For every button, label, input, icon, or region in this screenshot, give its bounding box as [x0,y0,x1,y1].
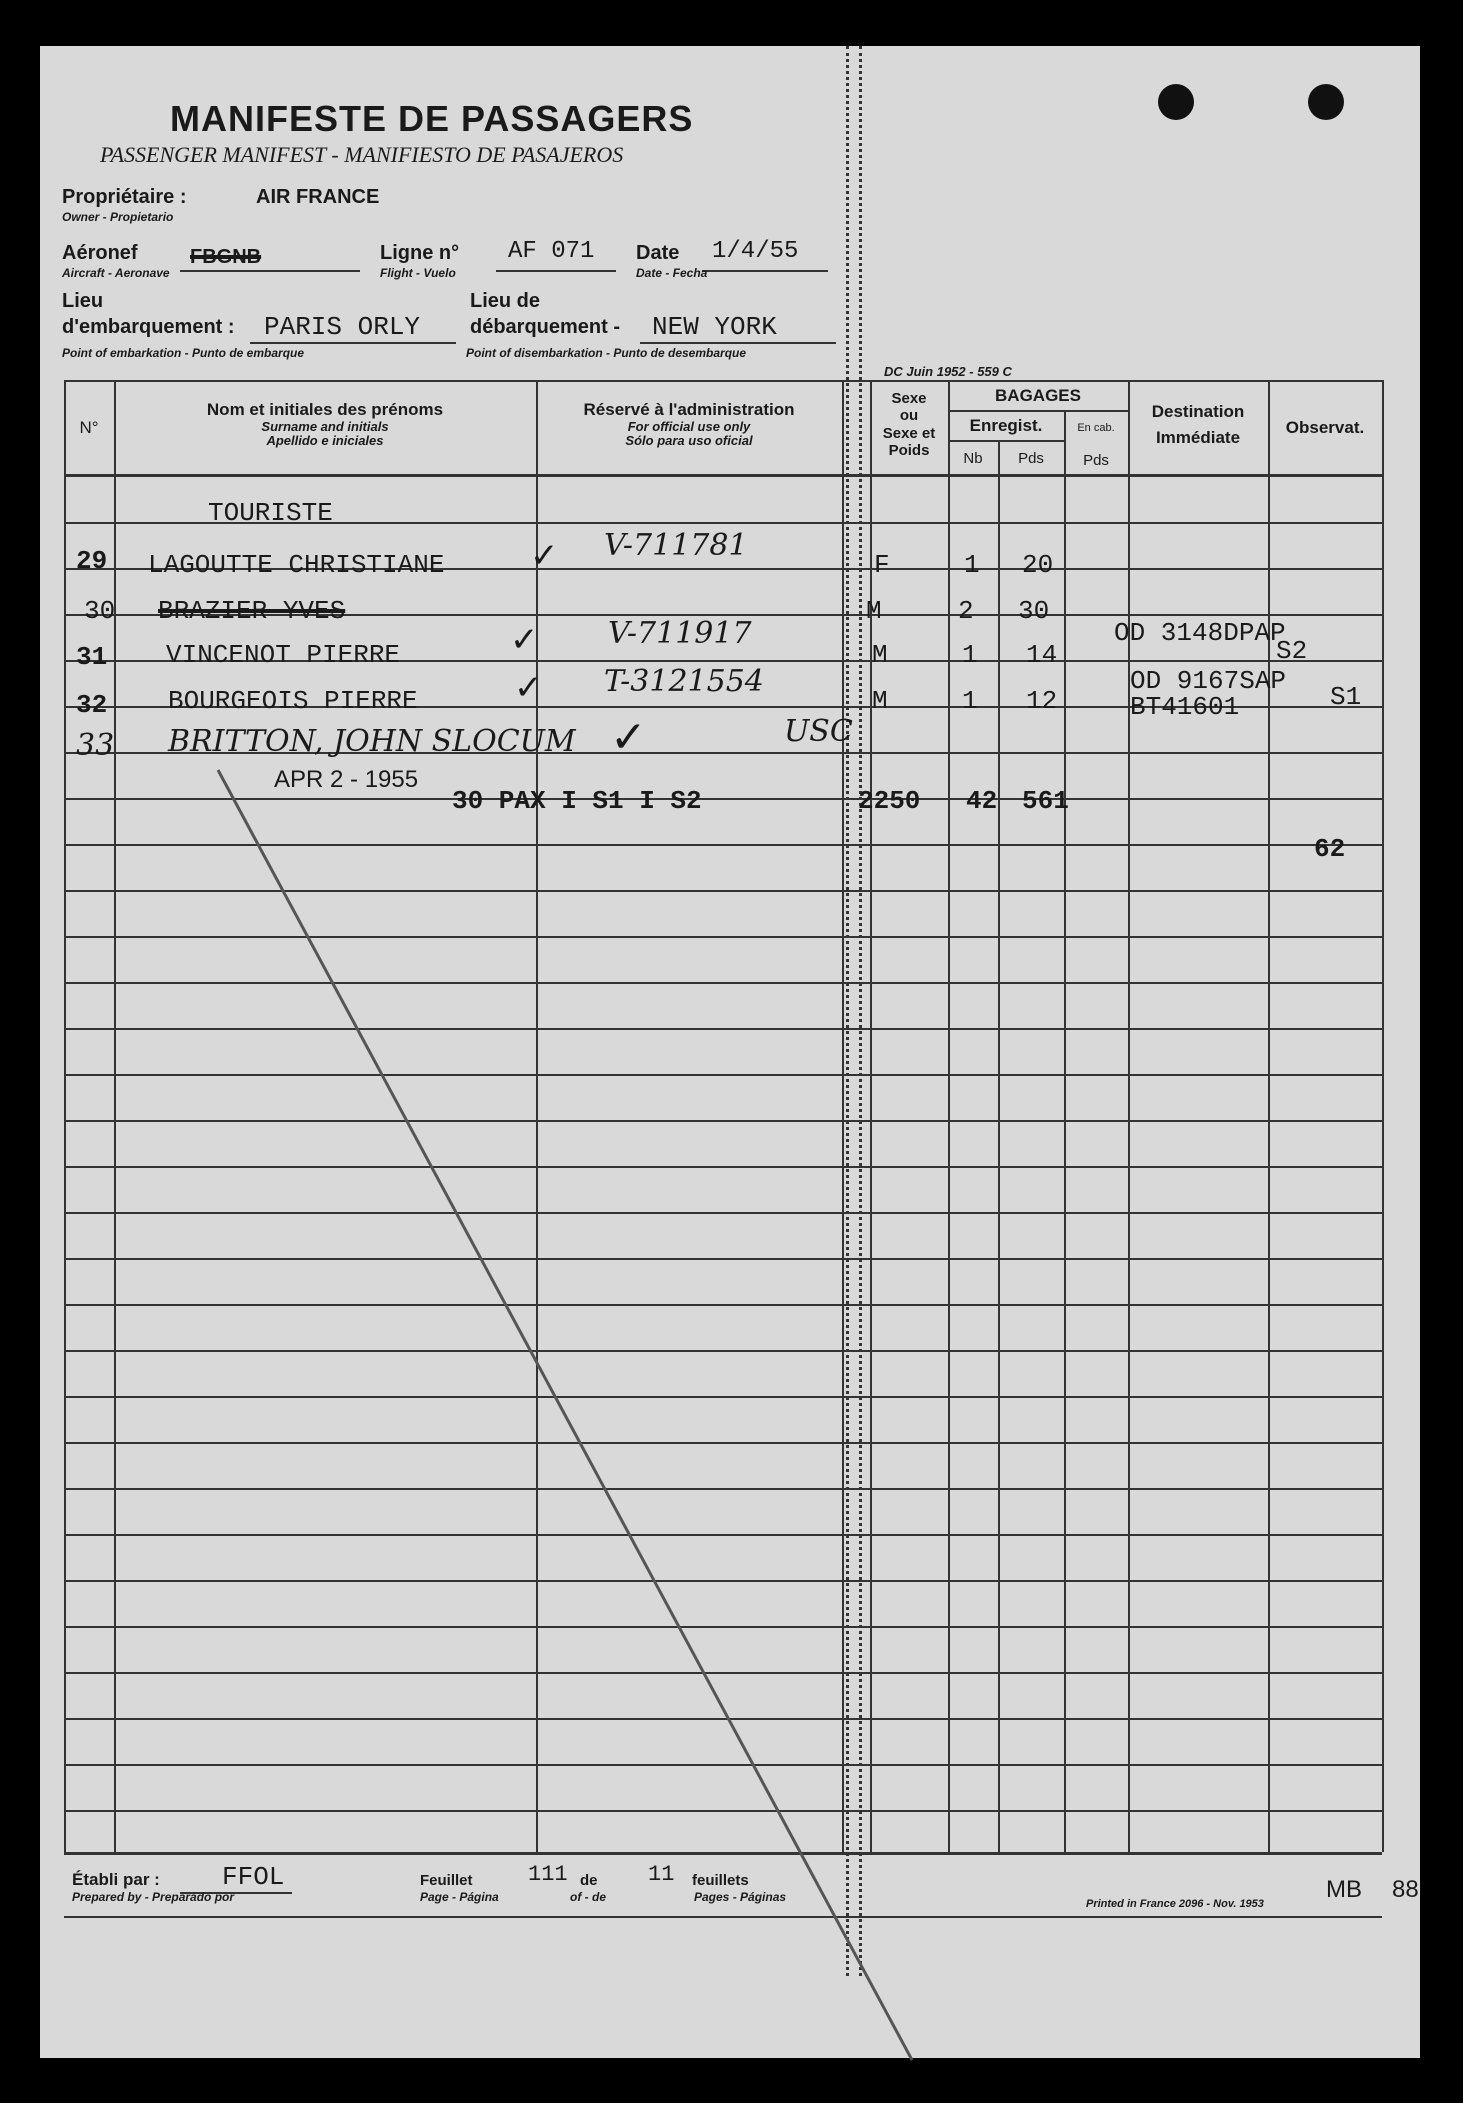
owner-value: AIR FRANCE [256,186,380,208]
document-title: MANIFESTE DE PASSAGERS [170,98,694,139]
row-admin: V-711917 [608,616,752,651]
aircraft-sublabel: Aircraft - Aeronave [62,266,170,280]
row-no: 31 [76,642,108,672]
disembark-label: débarquement - [470,316,621,338]
flight-value: AF 071 [508,238,595,265]
of-label: de [580,1872,598,1889]
owner-sublabel: Owner - Propietario [62,210,174,224]
row-no: 30 [84,596,116,626]
check-mark-icon: ✓ [510,620,539,660]
flight-label: Ligne n° [380,242,460,264]
row-sex: M [866,596,882,626]
col-header-pds2: Pds [1083,452,1109,469]
embark-sublabel: Point of embarkation - Punto de embarque [62,346,305,360]
flight-sublabel: Flight - Vuelo [380,266,456,280]
disembark-value: NEW YORK [652,312,777,342]
row-observ: S2 [1276,636,1308,666]
row-admin: USC [784,714,853,749]
pages-sublabel: Pages - Páginas [694,1890,787,1904]
embark-label: d'embarquement : [62,316,235,338]
totals-nb: 42 [966,786,998,816]
aircraft-value: FBGNB [190,246,262,268]
col-header-enreg: Enregist. [969,416,1043,435]
row-sex: F [874,550,890,580]
row-nb: 1 [962,640,978,670]
col-header-destination: Destination Immédiate [1151,402,1245,447]
row-destination: BT41601 [1130,692,1240,722]
col-header-observ: Observat. [1285,418,1365,437]
corner-mark: 88 [1392,1876,1419,1903]
row-no: 33 [76,728,115,763]
class-label: TOURISTE [208,498,333,528]
date-sublabel: Date - Fecha [636,266,708,280]
date-label: Date [636,242,680,264]
col-header-admin: Réservé à l'administration For official use only Sólo para uso oficial [583,400,795,449]
row-sex: M [872,686,888,716]
date-stamp: APR 2 - 1955 [274,766,419,793]
totals-weight: 2250 [858,786,921,816]
row-sex: M [872,640,888,670]
row-pds: 12 [1026,686,1058,716]
corner-mark: MB [1326,1876,1362,1903]
prepared-value: FFOL [222,1862,285,1892]
date-value: 1/4/55 [712,238,799,265]
row-name: BRAZIER YVES [158,596,346,626]
row-destination: OD 3148DPAP [1114,618,1286,648]
row-no: 29 [76,546,108,576]
form-code: DC Juin 1952 - 559 C [884,364,1012,379]
row-pds: 30 [1018,596,1050,626]
col-header-nb: Nb [963,450,983,467]
check-mark-icon: ✓ [514,668,543,708]
document-subtitle: PASSENGER MANIFEST - MANIFIESTO DE PASAJEROS [100,142,624,167]
check-mark-icon: ✓ [610,712,647,763]
row-admin: T-3121554 [604,664,764,699]
row-pds: 20 [1022,550,1054,580]
printed-note: Printed in France 2096 - Nov. 1953 [1086,1898,1264,1910]
pages-label: feuillets [692,1872,749,1889]
sheet-label: Feuillet [420,1872,473,1889]
row-nb: 2 [958,596,974,626]
sheet-sublabel: Page - Página [420,1890,499,1904]
col-header-sex: Sexe ou Sexe et Poids [882,390,936,459]
col-header-pds: Pds [1018,450,1044,467]
of-sublabel: of - de [570,1890,606,1904]
row-name: LAGOUTTE CHRISTIANE [148,550,445,580]
sheet-value: 111 [528,1862,568,1887]
col-header-bagages: BAGAGES [995,386,1081,405]
row-admin: V-711781 [604,528,748,563]
row-name: BOURGEOIS PIERRE [168,686,418,716]
owner-label: Propriétaire : [62,186,187,208]
col-header-cabin: En cab. [1077,422,1115,434]
row-no: 32 [76,690,108,720]
pages-value: 11 [648,1862,675,1887]
row-nb: 1 [964,550,980,580]
row-destination: OD 9167SAP [1130,666,1287,696]
prepared-label: Établi par : [72,1870,160,1889]
totals-pds: 561 [1022,786,1069,816]
disembark-sublabel: Point of disembarkation - Punto de desembarque [466,346,747,360]
totals-observ: 62 [1314,834,1346,864]
row-name: VINCENOT PIERRE [166,640,401,670]
row-observ: S1 [1330,682,1362,712]
row-name: BRITTON, JOHN SLOCUM [168,724,576,759]
col-header-no: N° [79,418,99,437]
disembark-label: Lieu de [470,290,541,312]
row-nb: 1 [962,686,978,716]
prepared-sublabel: Prepared by - Preparado por [72,1890,235,1904]
totals-pax: 30 PAX I S1 I S2 [452,786,702,816]
aircraft-label: Aéronef [62,242,138,264]
embark-label: Lieu [62,290,104,312]
row-pds: 14 [1026,640,1058,670]
embark-value: PARIS ORLY [264,312,421,342]
col-header-name: Nom et initiales des prénoms Surname and initials Apellido e iniciales [206,400,444,449]
check-mark-icon: ✓ [530,536,559,576]
